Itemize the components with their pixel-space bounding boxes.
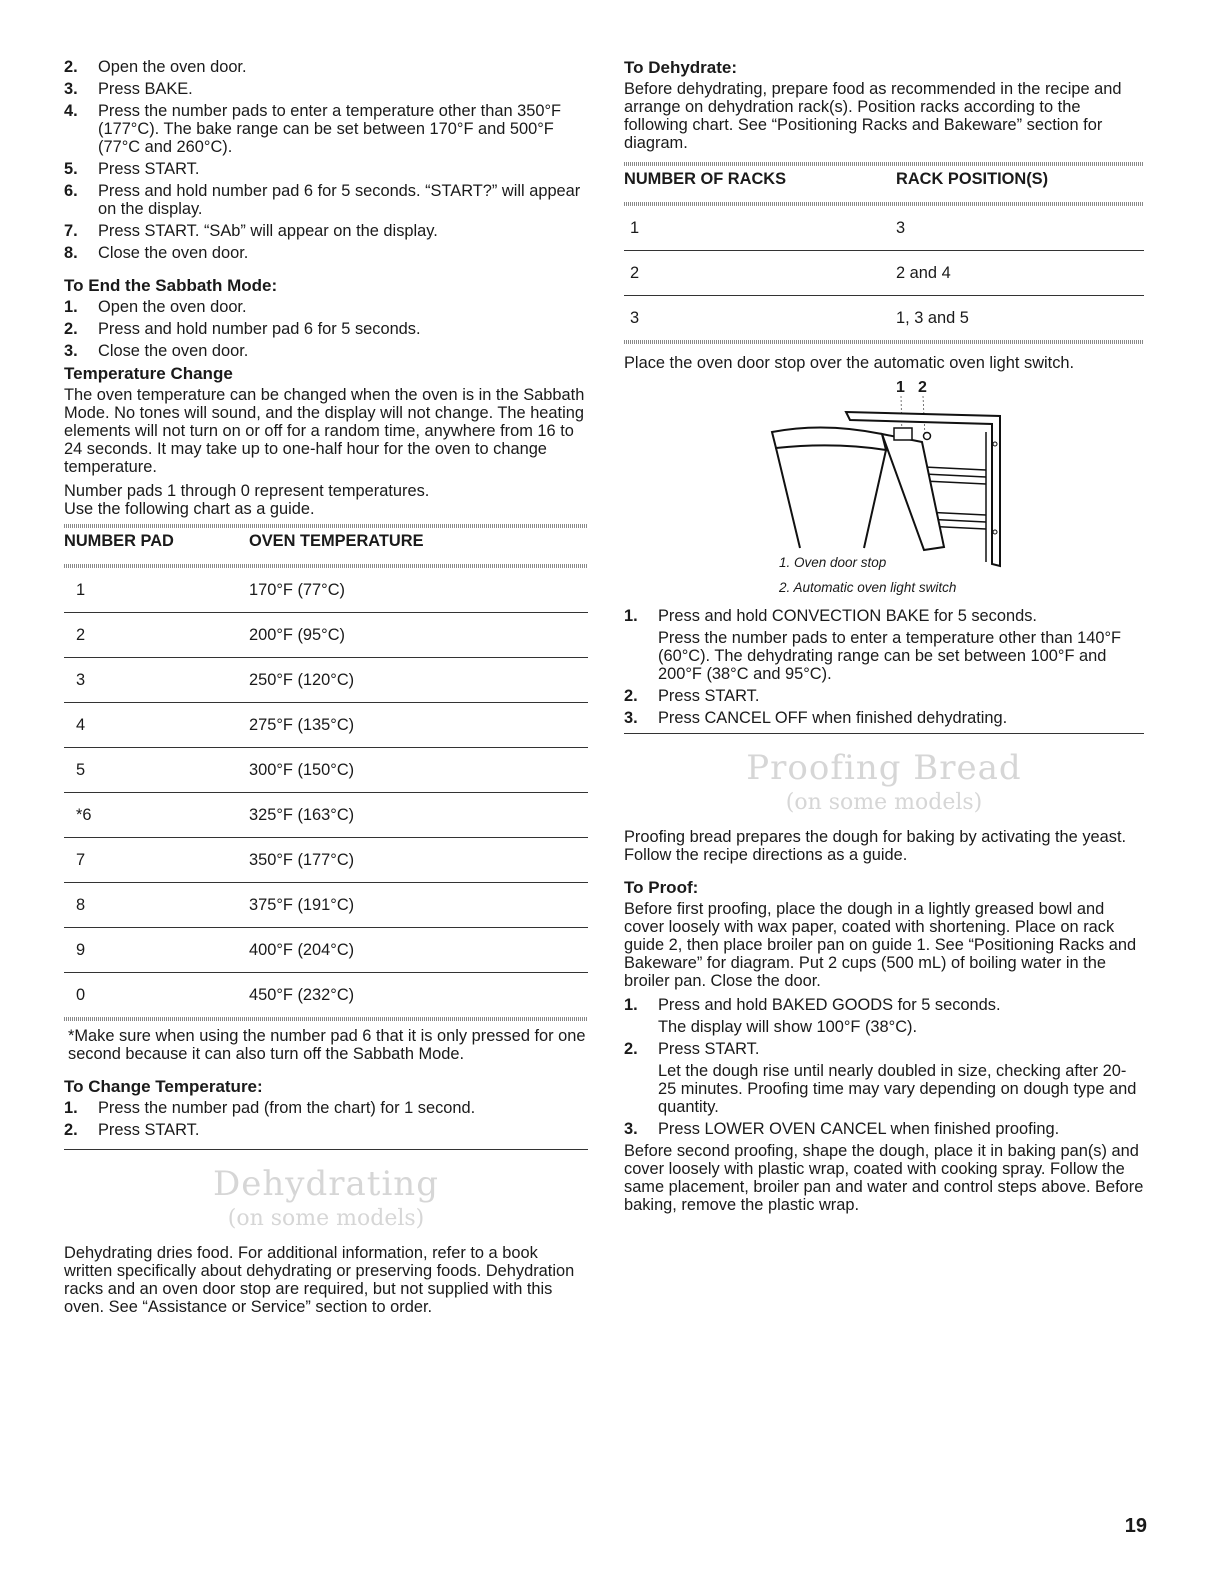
list-item: 8. Close the oven door. (64, 244, 249, 262)
list-item: 1. Press and hold CONVECTION BAKE for 5 seconds. Press the number pads to enter a temperature other than 140°F (60°C). The dehydrating range can be set between 100°F and 200°F (38°C and 95°C). (624, 607, 1122, 683)
temperature-change-heading: Temperature Change (64, 364, 233, 383)
figure-caption-1: 1. Oven door stop (779, 555, 887, 570)
use-chart-paragraph: Use the following chart as a guide. (64, 500, 315, 518)
table-top-rule (64, 524, 588, 528)
table-header: NUMBER PAD (64, 532, 174, 550)
door-stop-paragraph: Place the oven door stop over the automatic oven light switch. (624, 354, 1075, 372)
table-header: OVEN TEMPERATURE (249, 532, 424, 550)
proofing-section-title: Proofing Bread (746, 748, 1022, 788)
footnote: *Make sure when using the number pad 6 that it is only pressed for one second because it can also turn off the Sabbath Mode. (68, 1027, 586, 1063)
table-row: 2 200°F (95°C) (64, 613, 588, 658)
list-item: 3. Press LOWER OVEN CANCEL when finished proofing. (624, 1120, 1060, 1138)
table-row: 5 300°F (150°C) (64, 748, 588, 793)
table-row: 0 450°F (232°C) (76, 986, 355, 1004)
to-proof-paragraph: Before first proofing, place the dough in a lightly greased bowl and cover loosely with wax paper, coated with shortening. Place on rack guide 2, then place broiler pan on guide 1. See “Positioning Racks and Bakeware” for diagram. Put 2 cups (500 mL) of boiling water in the broiler pan. Close the door. (624, 900, 1137, 990)
right-column (624, 58, 1144, 1214)
change-temperature-heading: To Change Temperature: (64, 1077, 263, 1096)
list-item: 3. Press BAKE. (64, 80, 193, 98)
callout-1: 1 (896, 379, 905, 396)
dehydrate-steps (624, 607, 1144, 727)
oven-door-stop-figure (624, 372, 1144, 582)
temperature-table (64, 528, 588, 1017)
rack-position-table (624, 166, 1144, 340)
list-item: 7. Press START. “SAb” will appear on the display. (64, 222, 438, 240)
list-item: 2. Press and hold number pad 6 for 5 seconds. (64, 320, 421, 338)
table-row: 1 3 (624, 206, 1144, 251)
table-row: 9 400°F (204°C) (64, 928, 588, 973)
dehydrate-heading: To Dehydrate: (624, 58, 738, 77)
section-divider (624, 733, 1144, 734)
table-header: RACK POSITION(S) (896, 170, 1049, 188)
header-rule (624, 202, 1144, 206)
table-row: *6 325°F (163°C) (64, 793, 588, 838)
oven-door-illustration (624, 372, 1144, 582)
list-item: 6. Press and hold number pad 6 for 5 seconds. “START?” will appear on the display. (64, 182, 581, 218)
second-proofing-paragraph: Before second proofing, shape the dough, place it in baking pan(s) and cover loosely with plastic wrap, coated with cooking spray. Follow the same placement, broiler pan and water and control steps above. Before baking, remove the plastic wrap. (624, 1142, 1144, 1214)
section-divider (64, 1149, 588, 1150)
end-sabbath-heading: To End the Sabbath Mode: (64, 276, 278, 295)
sabbath-steps (64, 58, 588, 262)
table-row: 2 2 and 4 (624, 251, 1144, 296)
page-number: 19 (1124, 1515, 1147, 1537)
table-bottom-rule (624, 340, 1144, 344)
dehydrating-section-subtitle: (on some models) (227, 1206, 425, 1231)
proofing-paragraph: Proofing bread prepares the dough for baking by activating the yeast. Follow the recipe directions as a guide. (624, 828, 1127, 864)
dehydrating-section-title: Dehydrating (213, 1164, 439, 1204)
header-rule (64, 564, 588, 568)
table-row: 7 350°F (177°C) (64, 838, 588, 883)
table-top-rule (624, 162, 1144, 166)
proof-steps (624, 996, 1144, 1138)
table-row: 3 250°F (120°C) (64, 658, 588, 703)
list-item: 2. Press START. Let the dough rise until nearly doubled in size, checking after 20-25 minutes. Proofing time may vary depending on dough type and quantity. (624, 1040, 1137, 1116)
list-item: 2. Open the oven door. (64, 58, 247, 76)
table-row: 4 275°F (135°C) (64, 703, 588, 748)
table-row: 8 375°F (191°C) (64, 883, 588, 928)
list-item: 3. Press CANCEL OFF when finished dehydrating. (624, 709, 1008, 727)
table-bottom-rule (64, 1017, 588, 1021)
dehydrate-paragraph: Before dehydrating, prepare food as recommended in the recipe and arrange on dehydration rack(s). Position racks according to the following chart. See “Positioning Racks and Bakeware” section for diagram. (624, 80, 1122, 152)
figure-caption-2: 2. Automatic oven light switch (779, 580, 957, 595)
change-temperature-steps (64, 1099, 588, 1139)
end-sabbath-steps (64, 298, 588, 360)
left-column (64, 58, 588, 1316)
callout-2: 2 (918, 379, 927, 396)
to-proof-heading: To Proof: (624, 878, 699, 897)
list-item: 2. Press START. (64, 1121, 200, 1139)
list-item: 1. Press and hold BAKED GOODS for 5 seconds. The display will show 100°F (38°C). (624, 996, 1001, 1036)
number-pads-paragraph: Number pads 1 through 0 represent temperatures. (64, 482, 430, 500)
list-item: 5. Press START. (64, 160, 200, 178)
dehydrating-paragraph: Dehydrating dries food. For additional information, refer to a book written specifically about dehydrating or preserving foods. Dehydration racks and an oven door stop are required, but not supplied with this oven. See “Assistance or Service” section to order. (64, 1244, 575, 1316)
proofing-section-subtitle: (on some models) (785, 790, 983, 815)
list-item: 2. Press START. (624, 687, 760, 705)
table-row: 1 170°F (77°C) (64, 568, 588, 613)
table-row: 3 1, 3 and 5 (630, 309, 969, 327)
list-item: 4. Press the number pads to enter a temperature other than 350°F (177°C). The bake range can be set between 170°F and 500°F (77°C and 260°C). (64, 102, 562, 156)
list-item: 1. Open the oven door. (64, 298, 247, 316)
temperature-change-paragraph: The oven temperature can be changed when the oven is in the Sabbath Mode. No tones will sound, and the display will not change. The heating elements will not turn on or off for a random time, anywhere from 16 to 24 seconds. It may take up to one-half hour for the oven to change temperature. (64, 386, 585, 476)
table-header: NUMBER OF RACKS (624, 170, 787, 188)
list-item: 1. Press the number pad (from the chart) for 1 second. (64, 1099, 476, 1117)
list-item: 3. Close the oven door. (64, 342, 249, 360)
